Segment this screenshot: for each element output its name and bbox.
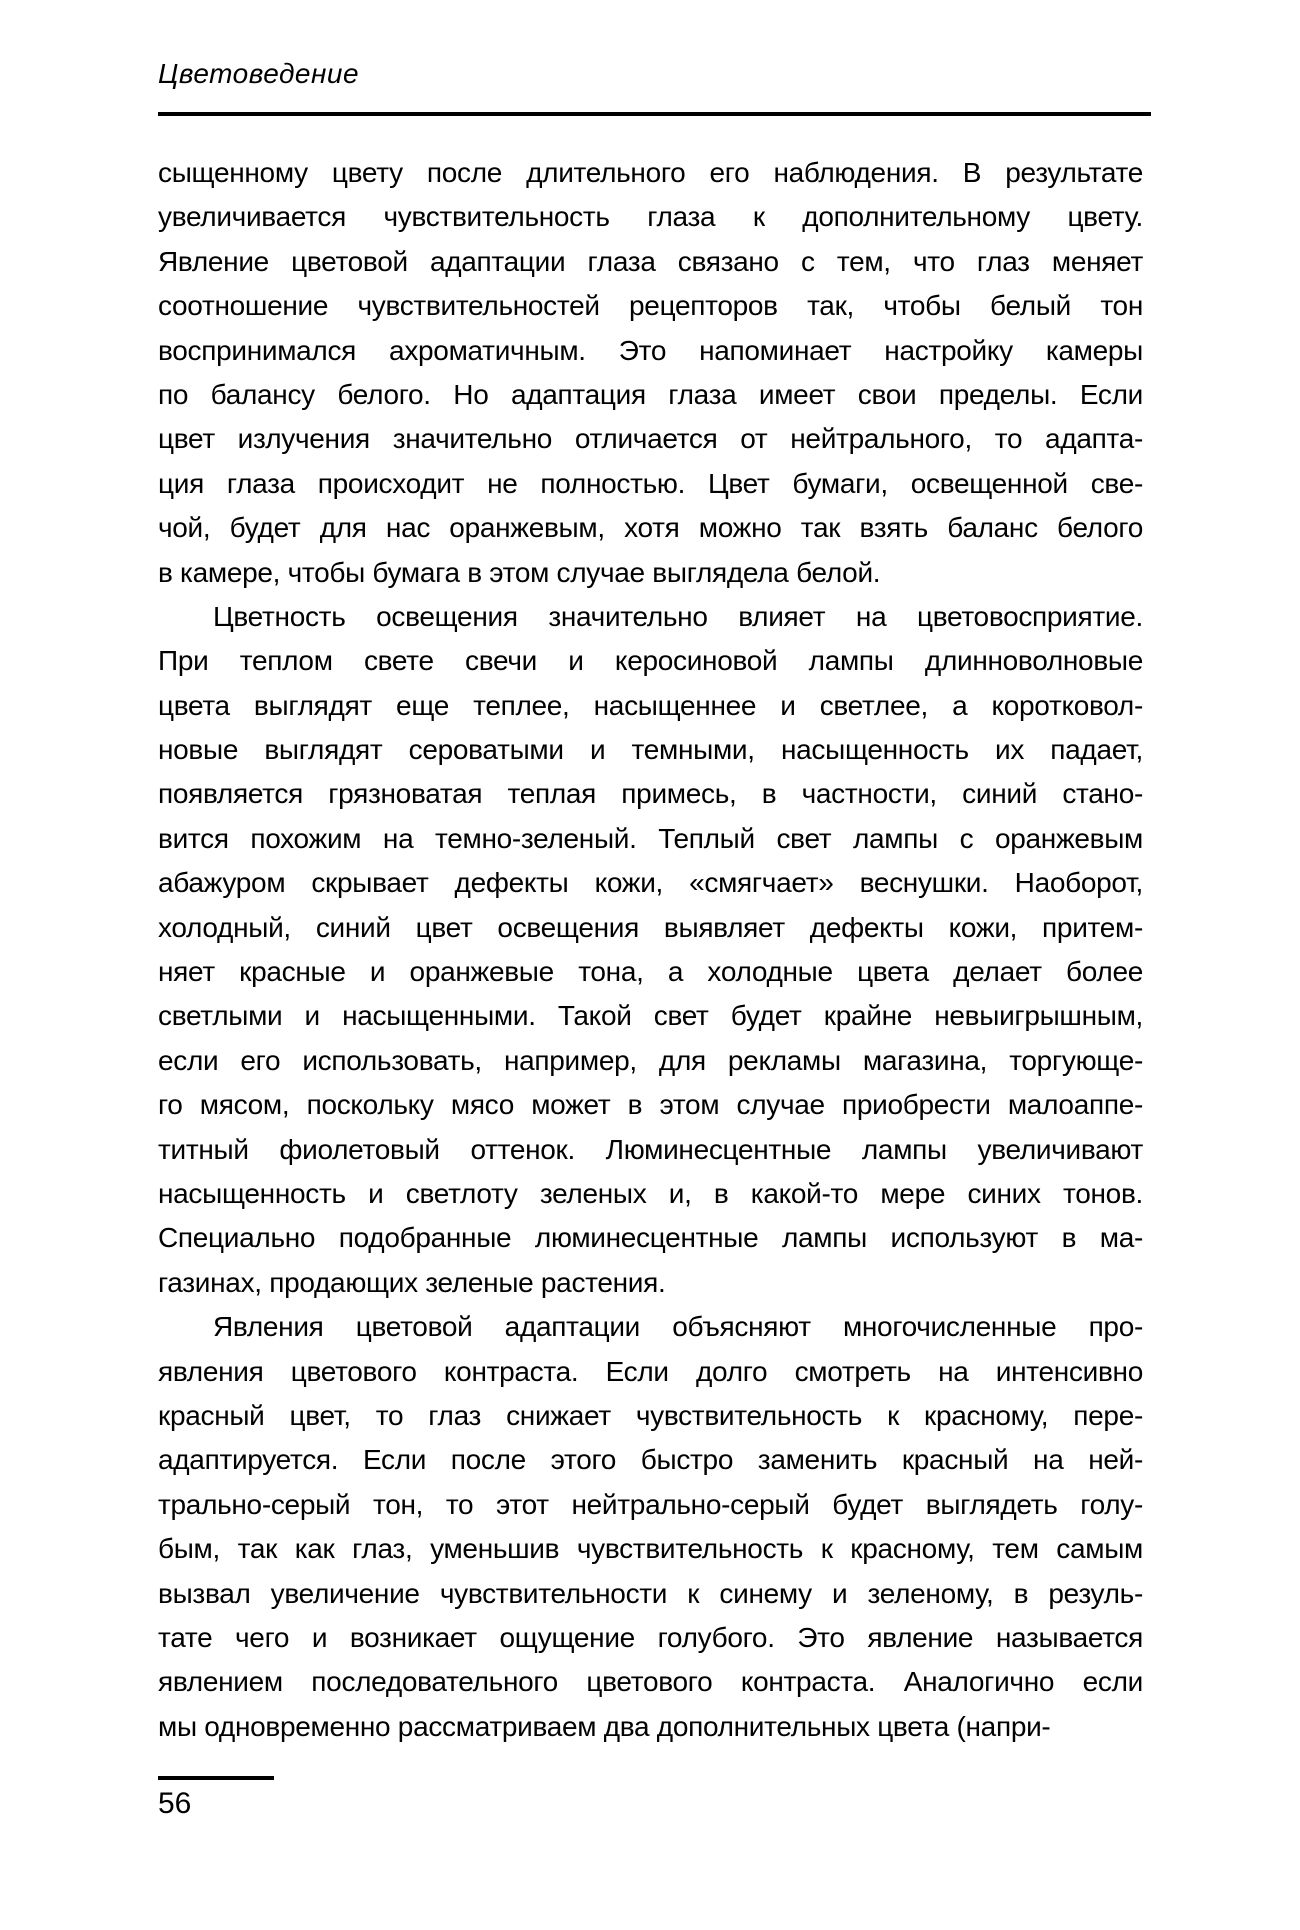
text-line: мы одновременно рассматриваем два дополнительных цвета (напри- [158, 1710, 1051, 1742]
text-line: светлыми и насыщенными. Такой свет будет крайне невыигрышным, [158, 1000, 1143, 1032]
text-line: цвета выглядят еще теплее, насыщеннее и светлее, а коротковол- [158, 689, 1143, 721]
text-line: соотношение чувствительностей рецепторов так, чтобы белый тон [158, 290, 1143, 322]
text-line: Явления цветовой адаптации объясняют многочисленные про- [213, 1311, 1143, 1343]
text-line: чой, будет для нас оранжевым, хотя можно так взять баланс белого [158, 512, 1143, 544]
text-line: Цветность освещения значительно влияет на цветовосприятие. [213, 600, 1143, 632]
text-line: титный фиолетовый оттенок. Люминесцентные лампы увеличивают [158, 1133, 1143, 1165]
text-line: воспринимался ахроматичным. Это напоминает настройку камеры [158, 334, 1143, 366]
header-rule [158, 112, 1151, 116]
text-line: явления цветового контраста. Если долго смотреть на интенсивно [158, 1355, 1143, 1387]
text-line: При теплом свете свечи и керосиновой лампы длинноволновые [158, 645, 1143, 677]
text-line: бым, так как глаз, уменьшив чувствительность к красному, тем самым [158, 1533, 1143, 1565]
text-line: если его использовать, например, для рекламы магазина, торгующе- [158, 1044, 1143, 1076]
text-line: Специально подобранные люминесцентные лампы используют в ма- [158, 1222, 1143, 1254]
text-line: увеличивается чувствительность глаза к дополнительному цвету. [158, 201, 1143, 233]
text-line: го мясом, поскольку мясо может в этом случае приобрести малоаппе- [158, 1089, 1143, 1121]
text-line: Явление цветовой адаптации глаза связано с тем, что глаз меняет [158, 245, 1143, 277]
running-head-title: Цветоведение [158, 58, 360, 89]
text-line: красный цвет, то глаз снижает чувствительность к красному, пере- [158, 1399, 1143, 1431]
text-line: новые выглядят сероватыми и темными, насыщенность их падает, [158, 734, 1143, 766]
text-line: трально-серый тон, то этот нейтрально-серый будет выглядеть голу- [158, 1488, 1143, 1520]
text-line: абажуром скрывает дефекты кожи, «смягчает» веснушки. Наоборот, [158, 867, 1143, 899]
text-line: в камере, чтобы бумага в этом случае выглядела белой. [158, 556, 881, 588]
text-line: появляется грязноватая теплая примесь, в частности, синий стано- [158, 778, 1143, 810]
text-line: тате чего и возникает ощущение голубого. Это явление называется [158, 1621, 1143, 1653]
text-line: газинах, продающих зеленые растения. [158, 1266, 666, 1298]
text-line: холодный, синий цвет освещения выявляет дефекты кожи, притем- [158, 911, 1143, 943]
text-line: насыщенность и светлоту зеленых и, в какой-то мере синих тонов. [158, 1177, 1143, 1209]
text-line: вызвал увеличение чувствительности к синему и зеленому, в резуль- [158, 1577, 1143, 1609]
text-line: вится похожим на темно-зеленый. Теплый свет лампы с оранжевым [158, 822, 1143, 854]
body-text [158, 151, 1143, 1749]
text-line: по балансу белого. Но адаптация глаза имеет свои пределы. Если [158, 378, 1143, 410]
text-line: цвет излучения значительно отличается от нейтрального, то адапта- [158, 423, 1143, 455]
page-number: 56 [158, 1787, 192, 1820]
footer-rule [158, 1776, 274, 1780]
text-line: няет красные и оранжевые тона, а холодные цвета делает более [158, 956, 1143, 988]
text-line: явлением последовательного цветового контраста. Аналогично если [158, 1666, 1143, 1698]
text-line: адаптируется. Если после этого быстро заменить красный на ней- [158, 1444, 1143, 1476]
text-line: ция глаза происходит не полностью. Цвет бумаги, освещенной све- [158, 467, 1143, 499]
text-line: сыщенному цвету после длительного его наблюдения. В результате [158, 157, 1143, 188]
